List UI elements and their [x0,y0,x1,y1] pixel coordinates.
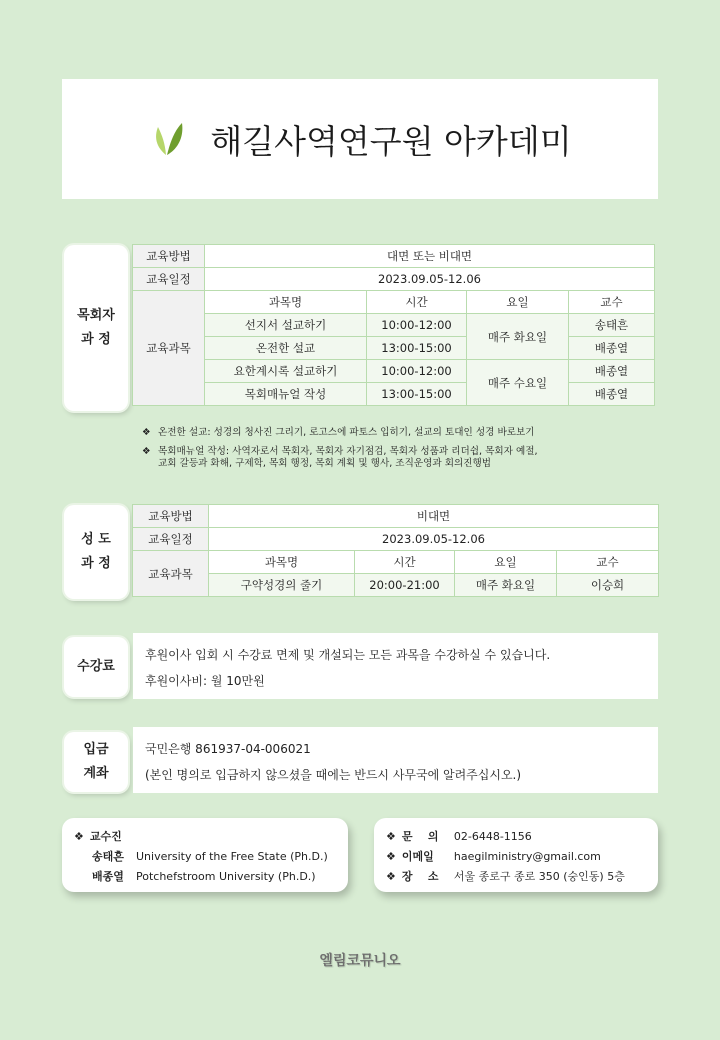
faculty-name: 배종열 [92,870,124,883]
faculty-title: 교수진 [89,830,122,843]
course-subject: 요한계시록 설교하기 [205,360,367,383]
column-header: 교수 [569,291,655,314]
tuition-label: 수강료 [64,637,128,697]
note-item: ❖ 목회매뉴얼 작성: 사역자로서 목회자, 목회자 자기점검, 목회자 성품과 리더쉽, 목회자 예절, [142,446,538,457]
course-time: 10:00-12:00 [367,360,467,383]
contact-key: 이메일 [401,850,434,863]
courses-label: 교육과목 [133,291,205,406]
course-professor: 배종열 [569,360,655,383]
footer-brand: 엘림코뮤니오 [319,953,401,969]
course-day: 매주 수요일 [467,360,569,406]
course-time: 13:00-15:00 [367,383,467,406]
diamond-bullet-icon: ❖ [386,829,396,843]
faculty-card [62,818,348,892]
diamond-bullet-icon: ❖ [74,829,84,843]
contact-item [386,846,646,866]
faculty-name: 송태흔 [92,850,124,863]
method-value: 비대면 [209,505,659,528]
contact-key: 문 의 [401,830,439,843]
account-notice: (본인 명의로 입금하지 않으셨을 때에는 반드시 사무국에 알려주십시오.) [145,767,522,782]
course-time: 13:00-15:00 [367,337,467,360]
faculty-degree: Potchefstroom University (Ph.D.) [136,869,316,883]
course-day: 매주 화요일 [467,314,569,360]
course-day: 매주 화요일 [455,574,557,597]
course-time: 20:00-21:00 [355,574,455,597]
lay-course-table [132,504,659,597]
method-label: 교육방법 [133,505,209,528]
column-header: 시간 [355,551,455,574]
diamond-bullet-icon: ❖ [386,849,396,863]
diamond-bullet-icon: ❖ [142,446,151,457]
account-number: 국민은행 861937-04-006021 [145,741,311,756]
column-header: 요일 [467,291,569,314]
diamond-bullet-icon: ❖ [386,869,396,883]
course-professor: 이승희 [557,574,659,597]
note-item-continued: 교회 갈등과 화해, 구제학, 목회 행정, 목회 계획 및 행사, 조직운영과 회의진행법 [158,458,492,469]
course-subject: 목회매뉴얼 작성 [205,383,367,406]
contact-item [386,826,646,846]
contact-address: 서울 종로구 종로 350 (숭인동) 5층 [453,870,625,883]
column-header: 교수 [557,551,659,574]
tuition-fee: 후원이사비: 월 10만원 [145,673,265,688]
pastor-course-label: 목회자 과 정 [64,245,128,411]
faculty-degree: University of the Free State (Ph.D.) [136,849,328,863]
account-label: 입금 계좌 [64,732,128,792]
method-label: 교육방법 [133,245,205,268]
contact-card [374,818,658,892]
method-value: 대면 또는 비대면 [205,245,655,268]
schedule-label: 교육일정 [133,528,209,551]
column-header: 과목명 [209,551,355,574]
course-subject: 구약성경의 줄기 [209,574,355,597]
course-professor: 송태흔 [569,314,655,337]
courses-label: 교육과목 [133,551,209,597]
course-professor: 배종열 [569,383,655,406]
contact-item [386,866,646,886]
schedule-value: 2023.09.05-12.06 [209,528,659,551]
contact-email: haegilministry@gmail.com [453,849,601,863]
course-time: 10:00-12:00 [367,314,467,337]
tuition-info [133,633,658,699]
header-banner [62,79,658,199]
diamond-bullet-icon: ❖ [142,427,151,438]
lay-course-label: 성 도 과 정 [64,505,128,599]
contact-phone: 02-6448-1156 [453,829,532,843]
contact-key: 장 소 [401,870,439,883]
column-header: 요일 [455,551,557,574]
column-header: 과목명 [205,291,367,314]
account-info [133,727,658,793]
course-subject: 선지서 설교하기 [205,314,367,337]
course-notes [142,427,642,477]
course-subject: 온전한 설교 [205,337,367,360]
tuition-line: 후원이사 입회 시 수강료 면제 및 개설되는 모든 과목을 수강하실 수 있습니다. [145,647,551,662]
schedule-value: 2023.09.05-12.06 [205,268,655,291]
leaf-logo-icon [148,119,188,159]
page-title: 해길사역연구원 아카데미 [210,121,572,161]
schedule-label: 교육일정 [133,268,205,291]
pastor-course-table [132,244,655,406]
course-professor: 배종열 [569,337,655,360]
faculty-member [74,846,336,866]
faculty-member [74,866,336,886]
column-header: 시간 [367,291,467,314]
note-item: ❖ 온전한 설교: 성경의 청사진 그리기, 로고스에 파토스 입히기, 설교의 토대인 성경 바로보기 [142,427,535,438]
